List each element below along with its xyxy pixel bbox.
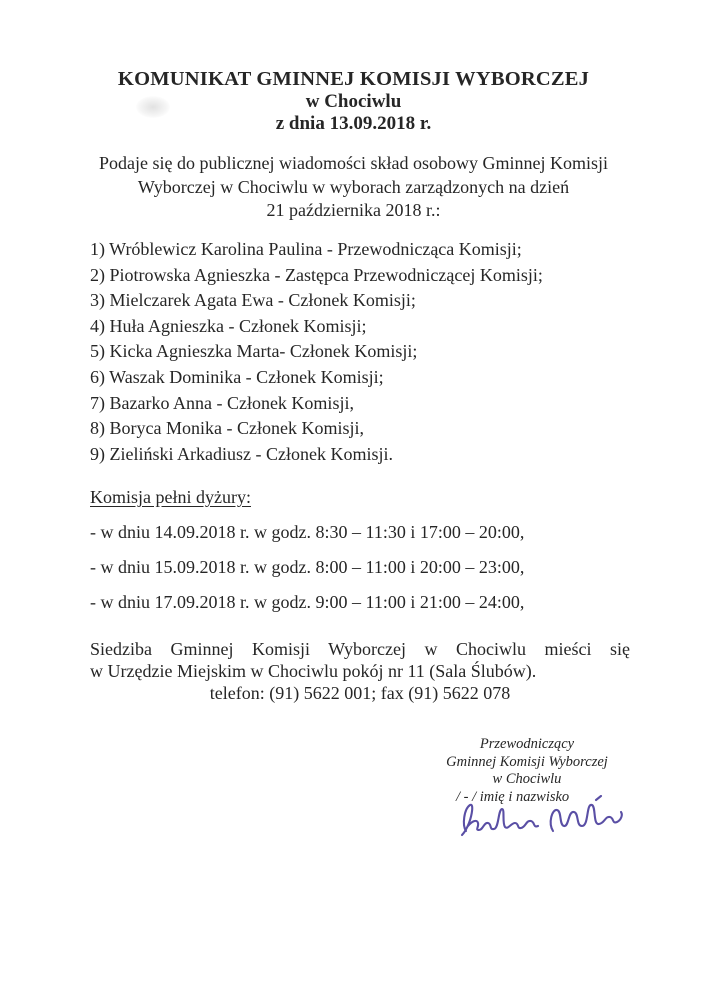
member-item: 7) Bazarko Anna - Członek Komisji, xyxy=(90,392,354,413)
intro-line-2: Wyborczej w Chociwlu w wyborach zarządzonych na dzień xyxy=(137,176,570,197)
duty-item: - w dniu 15.09.2018 r. w godz. 8:00 – 11:00 i 20:00 – 23:00, xyxy=(90,557,525,577)
seat-contact-line: telefon: (91) 5622 001; fax (91) 5622 078 xyxy=(209,682,511,703)
seat-line-2: w Urzędzie Miejskim w Chociwlu pokój nr 11 (Sala Ślubów). xyxy=(90,660,537,681)
seat-line-1: Siedziba Gminnej Komisji Wyborczej w Chociwlu mieści się xyxy=(90,639,630,659)
duty-item: - w dniu 14.09.2018 r. w godz. 8:30 – 11:30 i 17:00 – 20:00, xyxy=(90,522,525,542)
duty-list xyxy=(90,515,650,620)
member-item: 1) Wróblewicz Karolina Paulina - Przewodnicząca Komisji; xyxy=(90,239,522,259)
document-subtitle: w Chociwlu xyxy=(305,91,402,112)
signature-role-2: Gminnej Komisji Wyborczej xyxy=(446,753,608,770)
members-list xyxy=(90,237,650,467)
document-title: KOMUNIKAT GMINNEJ KOMISJI WYBORCZEJ xyxy=(117,68,590,90)
seat-paragraph xyxy=(90,639,630,704)
intro-paragraph xyxy=(60,152,647,223)
duty-item: - w dniu 17.09.2018 r. w godz. 9:00 – 11:00 i 21:00 – 24:00, xyxy=(90,592,525,612)
document-date-line: z dnia 13.09.2018 r. xyxy=(275,113,432,134)
signature-role-3: w Chociwlu xyxy=(492,771,562,787)
member-item: 9) Zieliński Arkadiusz - Członek Komisji. xyxy=(90,443,393,464)
intro-line-3: 21 października 2018 r.: xyxy=(266,200,441,220)
member-item: 5) Kicka Agnieszka Marta- Członek Komisji; xyxy=(90,341,418,362)
member-item: 3) Mielczarek Agata Ewa - Członek Komisji; xyxy=(90,290,416,311)
document-header xyxy=(0,68,707,135)
signature-role-1: Przewodniczący xyxy=(479,736,575,752)
member-item: 6) Waszak Dominika - Członek Komisji; xyxy=(90,366,384,387)
handwritten-signature xyxy=(458,795,630,843)
duty-heading: Komisja pełni dyżury: xyxy=(90,487,251,507)
member-item: 2) Piotrowska Agnieszka - Zastępca Przewodniczącej Komisji; xyxy=(90,264,543,285)
member-item: 8) Boryca Monika - Członek Komisji, xyxy=(90,418,364,439)
intro-line-1: Podaje się do publicznej wiadomości skład osobowy Gminnej Komisji xyxy=(99,153,608,173)
member-item: 4) Huła Agnieszka - Członek Komisji; xyxy=(90,315,367,336)
signature-note: / - / imię i nazwisko xyxy=(456,788,570,805)
